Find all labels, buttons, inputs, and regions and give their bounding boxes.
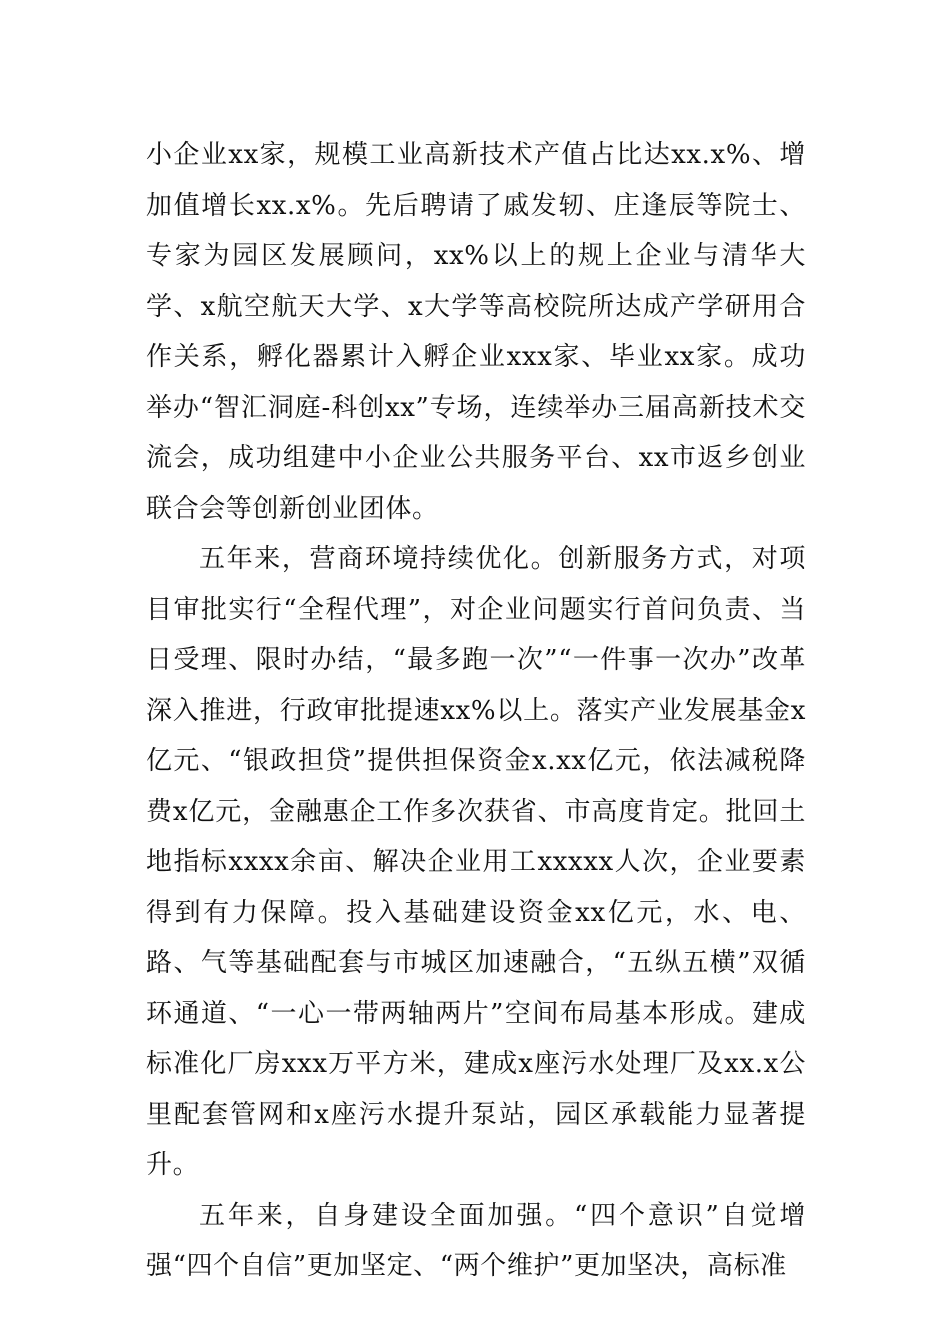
document-body [146,130,806,1292]
paragraph-business-environment: 五年来，营商环境持续优化。创新服务方式，对项目审批实行“全程代理”，对企业问题实行首问负责、当日受理、限时办结，“最多跑一次”“一件事一次办”改革深入推进，行政审批提速xx%以上。落实产业发展基金x亿元、“银政担贷”提供担保资金x.xx亿元，依法减税降费x亿元，金融惠企工作多次获省、市高度肯定。批回土地指标xxxx余亩、解决企业用工xxxxx人次，企业要素得到有力保障。投入基础建设资金xx亿元，水、电、路、气等基础配套与市城区加速融合，“五纵五横”双循环通道、“一心一带两轴两片”空间布局基本形成。建成标准化厂房xxx万平方米，建成x座污水处理厂及xx.x公里配套管网和x座污水提升泵站，园区承载能力显著提升。 [146,544,806,1180]
paragraph-self-construction: 五年来，自身建设全面加强。“四个意识”自觉增强“四个自信”更加坚定、“两个维护”更加坚决，高标准 [146,1200,806,1281]
paragraph-continuation: 小企业xx家，规模工业高新技术产值占比达xx.x%、增加值增长xx.x%。先后聘请了戚发轫、庄逢辰等院士、专家为园区发展顾问，xx%以上的规上企业与清华大学、x航空航天大学、x大学等高校院所达成产学研用合作关系，孵化器累计入孵企业xxx家、毕业xx家。成功举办“智汇洞庭-科创xx”专场，连续举办三届高新技术交流会，成功组建中小企业公共服务平台、xx市返乡创业联合会等创新创业团体。 [146,140,806,524]
